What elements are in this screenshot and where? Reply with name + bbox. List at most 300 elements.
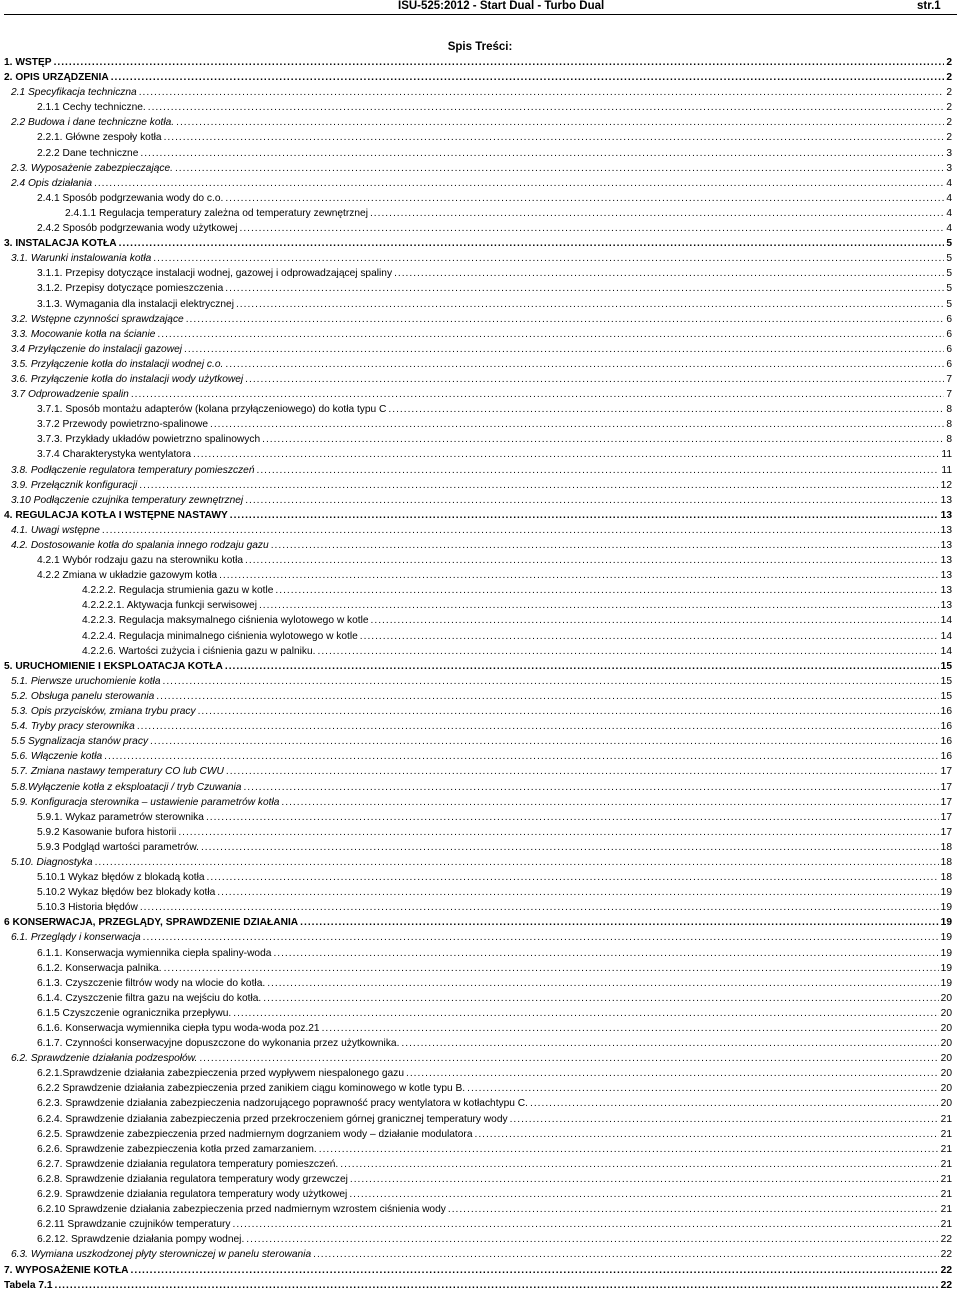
- toc-entry[interactable]: [0, 946, 960, 961]
- toc-entry-label: 5.8.Wyłączenie kotła z eksploatacji / tryb Czuwania: [11, 781, 242, 793]
- toc-entry[interactable]: [0, 734, 960, 749]
- toc-entry-label: 5.5 Sygnalizacja stanów pracy: [11, 736, 149, 748]
- toc-entry-page: 19: [940, 932, 952, 944]
- dot-leader: [510, 1112, 939, 1127]
- toc-entry-page: 21: [940, 1128, 952, 1140]
- dot-leader: [371, 613, 939, 628]
- toc-entry[interactable]: [0, 1157, 960, 1172]
- toc-entry[interactable]: [0, 1142, 960, 1157]
- toc-entry-label: 2.2 Budowa i dane techniczne kotła.: [11, 117, 175, 129]
- document-title: ISU-525:2012 - Start Dual - Turbo Dual: [398, 0, 605, 12]
- toc-entry-page: 18: [940, 872, 952, 884]
- toc-entry[interactable]: [0, 297, 960, 312]
- toc-entry[interactable]: [0, 130, 960, 145]
- toc-entry[interactable]: [0, 795, 960, 810]
- toc-entry-page: 7: [946, 373, 952, 385]
- dot-leader: [140, 146, 944, 161]
- toc-entry-label: 5.6. Włączenie kotła: [11, 751, 103, 763]
- dot-leader: [530, 1096, 939, 1111]
- toc-entry-page: 17: [940, 781, 952, 793]
- toc-entry-page: 17: [940, 826, 952, 838]
- toc-entry[interactable]: [0, 961, 960, 976]
- dot-leader: [448, 1202, 939, 1217]
- dot-leader: [94, 176, 944, 191]
- dot-leader: [131, 387, 945, 402]
- toc-entry-page: 6: [946, 358, 952, 370]
- toc-entry[interactable]: [0, 659, 960, 674]
- toc-entry[interactable]: [0, 85, 960, 100]
- toc-entry-page: 3: [946, 162, 952, 174]
- toc-entry-label: 4.2.2.4. Regulacja minimalnego ciśnienia wylotowego w kotle: [82, 630, 358, 642]
- toc-entry-page: 20: [940, 1023, 952, 1034]
- dot-leader: [275, 583, 938, 598]
- toc-entry-label: 6.1.7. Czynności konserwacyjne dopuszczone do wykonania przez użytkownika.: [37, 1038, 400, 1050]
- toc-entry-page: 4: [946, 207, 952, 219]
- toc-entry[interactable]: [0, 206, 960, 221]
- dot-leader: [246, 1232, 938, 1247]
- toc-entry[interactable]: [0, 357, 960, 372]
- dot-leader: [225, 191, 944, 206]
- toc-entry-label: 3. INSTALACJA KOTŁA: [4, 238, 117, 250]
- toc-entry[interactable]: [0, 810, 960, 825]
- toc-entry-label: 3.3. Mocowanie kotła na ścianie: [11, 328, 156, 340]
- toc-entry-page: 13: [940, 570, 952, 582]
- toc-entry[interactable]: [0, 825, 960, 840]
- toc-entry-page: 6: [946, 328, 952, 340]
- toc-entry-page: 21: [940, 1173, 952, 1185]
- toc-entry-label: 6.1.1. Konserwacja wymiennika ciepła spaliny-woda: [37, 947, 272, 959]
- toc-entry-page: 16: [940, 721, 952, 733]
- toc-entry[interactable]: [0, 885, 960, 900]
- toc-entry-page: 5: [946, 268, 952, 280]
- dot-leader: [467, 1081, 939, 1096]
- toc-entry[interactable]: [0, 719, 960, 734]
- toc-entry-page: 14: [940, 615, 952, 627]
- toc-entry-label: 4. REGULACJA KOTŁA I WSTĘPNE NASTAWY: [4, 509, 228, 521]
- dot-leader: [245, 493, 938, 508]
- toc-entry-label: 2.4.1.1 Regulacja temperatury zależna od temperatury zewnętrznej: [65, 207, 368, 219]
- toc-entry[interactable]: [0, 327, 960, 342]
- toc-entry-page: 6: [946, 343, 952, 355]
- toc-entry[interactable]: [0, 780, 960, 795]
- toc-entry-label: 4.2.2.2.1. Aktywacja funkcji serwisowej: [82, 600, 257, 612]
- toc-entry[interactable]: [0, 674, 960, 689]
- toc-entry-label: 6.1. Przeglądy i konserwacja: [11, 932, 141, 944]
- toc-heading: Spis Treści:: [447, 41, 513, 53]
- toc-entry[interactable]: [0, 1172, 960, 1187]
- toc-entry-page: 20: [940, 992, 952, 1004]
- toc-entry-label: 6.2.4. Sprawdzenie działania zabezpieczenia przed przekroczeniem górnej granicznej temperatury wody: [37, 1113, 508, 1125]
- toc-entry-label: 3.1. Warunki instalowania kotła: [11, 253, 152, 265]
- toc-entry[interactable]: [0, 1066, 960, 1081]
- toc-entry-label: 6.2.1.Sprawdzenie działania zabezpieczenia przed wypływem niespalonego gazu: [37, 1068, 404, 1080]
- toc-entry[interactable]: [0, 915, 960, 930]
- toc-entry-page: 20: [940, 1007, 952, 1019]
- toc-entry-page: 22: [940, 1234, 952, 1246]
- toc-entry-label: 6.1.2. Konserwacja palnika.: [37, 962, 162, 974]
- toc-entry-label: 3.8. Podłączenie regulatora temperatury pomieszczeń: [11, 464, 255, 476]
- toc-entry[interactable]: [0, 1036, 960, 1051]
- toc-entry[interactable]: [0, 538, 960, 553]
- toc-entry-label: 6.2.12. Sprawdzenie działania pompy wodnej.: [37, 1234, 245, 1246]
- dot-leader: [193, 447, 939, 462]
- toc-entry-label: 3.1.1. Przepisy dotyczące instalacji wodnej, gazowej i odprowadzającej spaliny: [37, 268, 393, 280]
- toc-entry-label: 2.1.1 Cechy techniczne.: [37, 102, 146, 114]
- toc-entry[interactable]: [0, 523, 960, 538]
- toc-entry-label: 4.2.2.6. Wartości zużycia i ciśnienia gazu w palniku.: [82, 645, 316, 657]
- toc-entry-label: Tabela 7.1: [4, 1279, 53, 1291]
- dot-leader: [210, 417, 944, 432]
- dot-leader: [176, 115, 944, 130]
- toc-entry[interactable]: [0, 312, 960, 327]
- dot-leader: [148, 100, 945, 115]
- toc-entry-page: 21: [940, 1219, 952, 1231]
- toc-entry-label: 7. WYPOSAŻENIE KOTŁA: [4, 1264, 129, 1276]
- toc-entry-page: 14: [940, 645, 952, 657]
- toc-entry-page: 13: [940, 509, 952, 521]
- toc-entry-label: 6 KONSERWACJA, PRZEGLĄDY, SPRAWDZENIE DZIAŁANIA: [4, 917, 299, 929]
- toc-entry[interactable]: [0, 191, 960, 206]
- dot-leader: [350, 1172, 939, 1187]
- toc-entry-page: 2: [946, 117, 952, 129]
- toc-entry-page: 21: [940, 1143, 952, 1155]
- toc-entry[interactable]: [0, 463, 960, 478]
- dot-leader: [388, 402, 944, 417]
- toc-entry-page: 20: [940, 1068, 952, 1080]
- dot-leader: [230, 508, 939, 523]
- toc-entry[interactable]: [0, 1202, 960, 1217]
- toc-entry-label: 6.2.7. Sprawdzenie działania regulatora temperatury pomieszczeń.: [37, 1158, 339, 1170]
- dot-leader: [271, 538, 939, 553]
- toc-entry-label: 2.4.2 Sposób podgrzewania wody użytkowej: [37, 223, 238, 235]
- toc-entry-page: 2: [946, 132, 952, 144]
- dot-leader: [104, 749, 938, 764]
- toc-entry-page: 15: [940, 660, 952, 672]
- dot-leader: [143, 930, 939, 945]
- toc-entry-page: 21: [940, 1113, 952, 1125]
- toc-entry-label: 4.2.2.3. Regulacja maksymalnego ciśnienia wylotowego w kotle: [82, 615, 369, 627]
- dot-leader: [406, 1066, 939, 1081]
- toc-entry-page: 17: [940, 811, 952, 823]
- toc-entry-page: 15: [940, 675, 952, 687]
- toc-entry-label: 4.2. Dostosowanie kotła do spalania innego rodzaju gazu: [11, 540, 269, 551]
- toc-entry-page: 4: [946, 223, 952, 235]
- dot-leader: [474, 1127, 938, 1142]
- toc-entry[interactable]: [0, 1081, 960, 1096]
- toc-entry-page: 17: [940, 796, 952, 808]
- dot-leader: [340, 1157, 938, 1172]
- toc-entry[interactable]: [0, 689, 960, 704]
- toc-entry-page: 19: [940, 962, 952, 974]
- toc-entry[interactable]: [0, 1232, 960, 1247]
- toc-entry-page: 15: [940, 690, 952, 702]
- toc-entry-page: 11: [941, 449, 952, 461]
- dot-leader: [178, 825, 938, 840]
- toc-entry-label: 4.2.1 Wybór rodzaju gazu na sterowniku kotła: [37, 555, 244, 567]
- toc-entry-label: 3.4 Przyłączenie do instalacji gazowej: [11, 343, 183, 355]
- dot-leader: [233, 1006, 938, 1021]
- toc-entry[interactable]: [0, 764, 960, 779]
- toc-entry[interactable]: [0, 1263, 960, 1278]
- toc-entry[interactable]: [0, 568, 960, 583]
- toc-entry-label: 3.1.3. Wymagania dla instalacji elektrycznej: [37, 298, 234, 310]
- toc-entry-label: 2. OPIS URZĄDZENIA: [4, 72, 109, 84]
- toc-entry-label: 4.1. Uwagi wstępne: [11, 524, 100, 536]
- toc-entry[interactable]: [0, 870, 960, 885]
- toc-entry-page: 7: [946, 389, 952, 401]
- toc-entry-page: 4: [946, 177, 952, 189]
- dot-leader: [119, 236, 945, 251]
- toc-entry-label: 6.1.3. Czyszczenie filtrów wody na wlocie do kotła.: [37, 977, 266, 989]
- dot-leader: [199, 1051, 938, 1066]
- dot-leader: [257, 463, 940, 478]
- toc-entry-label: 5.7. Zmiana nastawy temperatury CO lub CWU: [11, 766, 224, 778]
- dot-leader: [201, 840, 939, 855]
- toc-entry[interactable]: [0, 704, 960, 719]
- dot-leader: [243, 780, 938, 795]
- toc-entry-label: 3.7 Odprowadzenie spalin: [11, 389, 129, 401]
- toc-entry[interactable]: [0, 900, 960, 915]
- toc-entry-label: 5.10.2 Wykaz błędów bez blokady kotła: [37, 887, 216, 899]
- toc-entry[interactable]: [0, 629, 960, 644]
- toc-entry-page: 17: [940, 766, 952, 778]
- toc-entry-label: 3.5. Przyłączenie kotła do instalacji wodnej c.o.: [11, 358, 224, 370]
- toc-entry[interactable]: [0, 583, 960, 598]
- dot-leader: [267, 976, 938, 991]
- dot-leader: [370, 206, 944, 221]
- dot-leader: [394, 266, 944, 281]
- dot-leader: [401, 1036, 938, 1051]
- dot-leader: [259, 598, 939, 613]
- dot-leader: [313, 1247, 939, 1262]
- toc-entry-page: 20: [940, 1098, 952, 1110]
- toc-entry[interactable]: [0, 1096, 960, 1111]
- toc-entry-label: 3.6. Przyłączenie kotła do instalacji wody użytkowej: [11, 373, 244, 385]
- toc-entry-label: 6.2.9. Sprawdzenie działania regulatora temperatury wody użytkowej: [37, 1189, 348, 1201]
- toc-entry-label: 6.2.11 Sprawdzanie czujników temperatury: [37, 1219, 231, 1231]
- toc-entry-label: 5.9. Konfiguracja sterownika – ustawienie parametrów kotła: [11, 796, 280, 808]
- toc-entry-label: 5.9.3 Podgląd wartości parametrów.: [37, 841, 199, 853]
- dot-leader: [300, 915, 939, 930]
- toc-entry[interactable]: [0, 372, 960, 387]
- toc-entry[interactable]: [0, 930, 960, 945]
- toc-entry[interactable]: [0, 1051, 960, 1066]
- dot-leader: [54, 55, 945, 70]
- toc-entry-label: 5.10.1 Wykaz błędów z blokadą kotła: [37, 872, 205, 884]
- dot-leader: [111, 70, 945, 85]
- toc-entry[interactable]: [0, 176, 960, 191]
- toc-entry[interactable]: [0, 1112, 960, 1127]
- toc-entry-page: 13: [940, 600, 952, 612]
- dot-leader: [184, 342, 944, 357]
- toc-entry[interactable]: [0, 161, 960, 176]
- toc-entry-label: 6.2.2 Sprawdzenie działania zabezpieczenia przed zanikiem ciągu kominowego w kotle typu B.: [37, 1083, 466, 1095]
- toc-entry-label: 6.2.10 Sprawdzenie działania zabezpieczenia przed nadmiernym wzrostem ciśnienia wody: [37, 1204, 446, 1216]
- toc-entry-page: 13: [940, 555, 952, 567]
- dot-leader: [317, 644, 938, 659]
- toc-entry-page: 18: [940, 856, 952, 868]
- toc-entry-label: 5.1. Pierwsze uruchomienie kotła: [11, 675, 161, 687]
- toc-entry-label: 3.7.2 Przewody powietrzno-spalinowe: [37, 419, 209, 431]
- toc-entry[interactable]: [0, 55, 960, 70]
- dot-leader: [207, 870, 939, 885]
- toc-entry-label: 3.2. Wstępne czynności sprawdzające: [11, 313, 184, 325]
- toc-entry-page: 21: [940, 1204, 952, 1216]
- toc-entry-label: 3.10 Podłączenie czujnika temperatury zewnętrznej: [11, 494, 244, 506]
- toc-entry-label: 6.1.6. Konserwacja wymiennika ciepła typu woda-woda poz.21: [37, 1023, 320, 1034]
- toc-entry-label: 2.4 Opis działania: [11, 177, 92, 189]
- toc-entry[interactable]: [0, 840, 960, 855]
- toc-entry-page: 8: [946, 404, 952, 416]
- toc-entry[interactable]: [0, 402, 960, 417]
- toc-entry-label: 3.7.3. Przykłady układów powietrzno spalinowych: [37, 434, 261, 446]
- toc-entry[interactable]: [0, 991, 960, 1006]
- toc-entry[interactable]: [0, 493, 960, 508]
- toc-entry-page: 16: [940, 706, 952, 718]
- dot-leader: [131, 1263, 939, 1278]
- toc-entry-label: 6.1.4. Czyszczenie filtra gazu na wejściu do kotła.: [37, 992, 262, 1004]
- toc-entry-label: 2.4.1 Sposób podgrzewania wody do c.o.: [37, 192, 224, 204]
- toc-entry[interactable]: [0, 1187, 960, 1202]
- toc-entry[interactable]: [0, 553, 960, 568]
- dot-leader: [163, 674, 939, 689]
- toc-entry[interactable]: [0, 1247, 960, 1262]
- toc-entry-page: 16: [940, 736, 952, 748]
- toc-entry-page: 12: [940, 479, 952, 491]
- toc-entry-page: 2: [946, 72, 952, 84]
- toc-entry[interactable]: [0, 251, 960, 266]
- toc-entry[interactable]: [0, 281, 960, 296]
- toc-entry-page: 11: [941, 464, 952, 476]
- dot-leader: [273, 946, 938, 961]
- toc-entry-page: 22: [940, 1279, 952, 1291]
- toc-entry[interactable]: [0, 1006, 960, 1021]
- toc-entry-page: 18: [940, 841, 952, 853]
- toc-entry[interactable]: [0, 342, 960, 357]
- toc-entry-page: 2: [946, 102, 952, 114]
- toc-entry-page: 19: [940, 887, 952, 899]
- toc-entry-label: 4.2.2.2. Regulacja strumienia gazu w kotle: [82, 585, 274, 597]
- toc-entry-label: 4.2.2 Zmiana w układzie gazowym kotła: [37, 570, 218, 582]
- dot-leader: [239, 221, 944, 236]
- dot-leader: [140, 900, 939, 915]
- toc-entry-page: 13: [940, 524, 952, 536]
- dot-leader: [225, 659, 939, 674]
- toc-entry-label: 5.10. Diagnostyka: [11, 856, 93, 868]
- toc-entry[interactable]: [0, 432, 960, 447]
- dot-leader: [236, 297, 944, 312]
- dot-leader: [262, 432, 944, 447]
- page-header: [0, 0, 960, 15]
- toc-entry-page: 5: [946, 253, 952, 265]
- dot-leader: [150, 734, 939, 749]
- toc-entry-page: 3: [946, 147, 952, 159]
- toc-entry-label: 2.2.1. Główne zespoły kotła: [37, 132, 162, 144]
- dot-leader: [225, 281, 944, 296]
- toc-entry[interactable]: [0, 266, 960, 281]
- toc-entry-label: 6.2. Sprawdzenie działania podzespołów.: [11, 1053, 198, 1065]
- dot-leader: [263, 991, 938, 1006]
- toc-entry[interactable]: [0, 508, 960, 523]
- toc-entry[interactable]: [0, 417, 960, 432]
- dot-leader: [156, 689, 938, 704]
- toc-entry-page: 20: [940, 1083, 952, 1095]
- toc-entry[interactable]: [0, 221, 960, 236]
- dot-leader: [349, 1187, 938, 1202]
- toc-entry-page: 19: [940, 947, 952, 959]
- toc-entry[interactable]: [0, 613, 960, 628]
- toc-entry[interactable]: [0, 598, 960, 613]
- toc-entry-label: 3.1.2. Przepisy dotyczące pomieszczenia: [37, 283, 224, 295]
- toc-entry-page: 21: [940, 1158, 952, 1170]
- dot-leader: [137, 719, 939, 734]
- toc-entry[interactable]: [0, 855, 960, 870]
- dot-leader: [164, 961, 939, 976]
- toc-entry[interactable]: [0, 1217, 960, 1232]
- dot-leader: [219, 568, 939, 583]
- toc-entry-label: 5.4. Tryby pracy sterownika: [11, 721, 135, 733]
- toc-entry-page: 8: [946, 419, 952, 431]
- toc-entry-page: 2: [946, 57, 952, 68]
- dot-leader: [139, 85, 945, 100]
- toc-entry[interactable]: [0, 115, 960, 130]
- toc-entry[interactable]: [0, 749, 960, 764]
- dot-leader: [322, 1021, 939, 1036]
- toc-entry[interactable]: [0, 1278, 960, 1293]
- toc-entry-label: 5. URUCHOMIENIE I EKSPLOATACJA KOTŁA: [4, 660, 223, 672]
- toc-entry-page: 19: [940, 917, 952, 929]
- toc-entry[interactable]: [0, 387, 960, 402]
- toc-entry-label: 2.2.2 Dane techniczne: [37, 147, 139, 159]
- dot-leader: [360, 629, 939, 644]
- table-of-contents: [0, 55, 960, 1293]
- toc-entry[interactable]: [0, 70, 960, 85]
- dot-leader: [175, 161, 944, 176]
- toc-entry[interactable]: [0, 236, 960, 251]
- toc-entry[interactable]: [0, 447, 960, 462]
- toc-entry-page: 6: [946, 313, 952, 325]
- dot-leader: [186, 312, 945, 327]
- toc-entry-page: 21: [940, 1189, 952, 1201]
- dot-leader: [164, 130, 945, 145]
- toc-entry[interactable]: [0, 976, 960, 991]
- toc-entry-label: 2.1 Specyfikacja techniczna: [11, 87, 137, 99]
- toc-entry-page: 5: [946, 238, 952, 250]
- toc-entry-page: 13: [940, 585, 952, 597]
- dot-leader: [139, 478, 938, 493]
- dot-leader: [281, 795, 938, 810]
- toc-entry-page: 22: [940, 1249, 952, 1261]
- toc-entry[interactable]: [0, 1127, 960, 1142]
- toc-entry-label: 6.1.5 Czyszczenie ogranicznika przepływu.: [37, 1007, 232, 1019]
- toc-entry-label: 6.2.3. Sprawdzenie działania zabezpieczenia nadzorującego poprawność pracy wentylatora w kotłachtypu C.: [37, 1098, 528, 1110]
- dot-leader: [153, 251, 944, 266]
- dot-leader: [102, 523, 939, 538]
- toc-entry-label: 2.3. Wyposażenie zabezpieczające.: [11, 162, 173, 174]
- toc-entry[interactable]: [0, 1021, 960, 1036]
- dot-leader: [55, 1278, 939, 1293]
- toc-entry-page: 4: [946, 192, 952, 204]
- toc-entry-page: 19: [940, 902, 952, 914]
- toc-entry[interactable]: [0, 146, 960, 161]
- toc-entry-page: 5: [946, 283, 952, 295]
- toc-entry[interactable]: [0, 478, 960, 493]
- toc-entry[interactable]: [0, 644, 960, 659]
- toc-entry-page: 16: [940, 751, 952, 763]
- toc-entry[interactable]: [0, 100, 960, 115]
- toc-entry-label: 5.9.2 Kasowanie bufora historii: [37, 826, 177, 838]
- toc-entry-page: 8: [946, 434, 952, 446]
